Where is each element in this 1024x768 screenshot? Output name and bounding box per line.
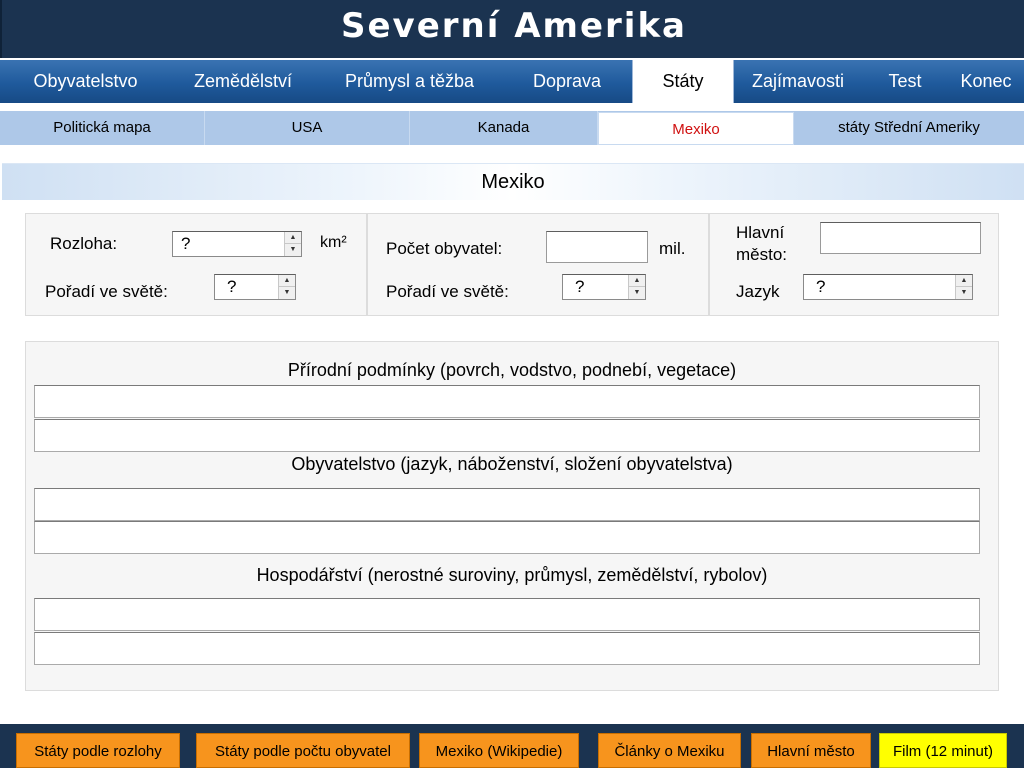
tab-zajimavosti[interactable]: Zajímavosti [751, 71, 845, 91]
area-panel [25, 213, 367, 316]
staty-podle-rozlohy-button[interactable]: Státy podle rozlohy [16, 733, 180, 768]
obyvatelstvo-input-1[interactable] [34, 488, 980, 521]
subtab-kanada[interactable]: Kanada [410, 111, 598, 145]
subtab-staty-stredni-ameriky[interactable]: státy Střední Ameriky [838, 119, 980, 136]
tab-test[interactable]: Test [888, 71, 922, 91]
hospodarstvi-input-2[interactable] [34, 632, 980, 665]
prirodni-podminky-input-1[interactable] [34, 385, 980, 418]
language-value: ? [816, 277, 826, 296]
population-unit: mil. [659, 239, 686, 258]
arrow-down-icon[interactable]: ▼ [289, 246, 297, 253]
topic-title-prirodni-podminky: Přírodní podmínky (povrch, vodstvo, podnebí, vegetace) [287, 360, 737, 380]
mexiko-wikipedie-button[interactable]: Mexiko (Wikipedie) [419, 733, 579, 768]
tab-zemedelstvi[interactable]: Zemědělství [193, 71, 293, 91]
area-rank-spinner[interactable] [214, 274, 296, 300]
area-rank-label: Pořadí ve světě: [45, 282, 168, 301]
content-box [25, 341, 999, 691]
clanky-o-mexiku-button[interactable]: Články o Mexiku [598, 733, 741, 768]
tab-doprava[interactable]: Doprava [532, 71, 602, 91]
arrow-up-icon[interactable]: ▲ [629, 275, 645, 287]
capital-label-line2: město: [736, 245, 788, 264]
area-spinner-arrows[interactable] [284, 232, 301, 256]
subtab-politicka-mapa[interactable]: Politická mapa [0, 111, 205, 145]
film-button[interactable]: Film (12 minut) [879, 733, 1007, 768]
arrow-down-icon[interactable]: ▼ [633, 289, 641, 296]
capital-label-line1: Hlavní [736, 223, 785, 242]
area-value: ? [181, 234, 191, 253]
tab-konec[interactable]: Konec [960, 71, 1012, 91]
arrow-up-icon[interactable]: ▲ [956, 275, 972, 287]
subtab-mexiko[interactable]: Mexiko [598, 112, 794, 145]
capital-panel [709, 213, 999, 316]
population-rank-label: Pořadí ve světě: [386, 282, 509, 301]
subtab-usa[interactable]: USA [205, 111, 410, 145]
arrow-up-icon[interactable]: ▲ [285, 232, 301, 244]
sub-nav [0, 111, 1024, 145]
tab-staty[interactable]: Státy [632, 60, 734, 103]
hospodarstvi-input-1[interactable] [34, 598, 980, 631]
app-header [0, 0, 1024, 58]
population-label: Počet obyvatel: [386, 239, 503, 258]
arrow-down-icon[interactable]: ▼ [960, 289, 968, 296]
arrow-up-icon[interactable]: ▲ [279, 275, 295, 287]
area-unit: km² [320, 234, 347, 251]
area-rank-spinner-arrows[interactable] [278, 275, 295, 299]
tab-prumysl-a-tezba[interactable]: Průmysl a těžba [344, 71, 475, 91]
section-title-bar [2, 163, 1024, 200]
page-title: Severní Amerika [340, 6, 687, 46]
section-title: Mexiko [481, 171, 545, 193]
area-label: Rozloha: [50, 234, 118, 253]
language-spinner[interactable] [803, 274, 973, 300]
topic-title-hospodarstvi: Hospodářství (nerostné suroviny, průmysl, zemědělství, rybolov) [256, 565, 768, 585]
population-rank-value: ? [575, 277, 585, 296]
footer-bar [0, 724, 1024, 768]
population-input[interactable] [546, 231, 648, 263]
arrow-down-icon[interactable]: ▼ [283, 289, 291, 296]
staty-podle-poctu-obyvatel-button[interactable]: Státy podle počtu obyvatel [196, 733, 410, 768]
language-spinner-arrows[interactable] [955, 275, 972, 299]
population-panel [367, 213, 709, 316]
hlavni-mesto-button[interactable]: Hlavní město [751, 733, 871, 768]
capital-label [736, 222, 787, 266]
topic-title-obyvatelstvo: Obyvatelstvo (jazyk, náboženství, složení obyvatelstva) [291, 454, 733, 474]
population-rank-spinner[interactable] [562, 274, 646, 300]
language-label: Jazyk [736, 282, 780, 301]
area-rank-value: ? [227, 277, 237, 296]
obyvatelstvo-input-2[interactable] [34, 521, 980, 554]
area-spinner[interactable] [172, 231, 302, 257]
capital-input[interactable] [820, 222, 981, 254]
tab-obyvatelstvo[interactable]: Obyvatelstvo [33, 71, 138, 91]
main-nav [0, 60, 1024, 103]
population-rank-spinner-arrows[interactable] [628, 275, 645, 299]
prirodni-podminky-input-2[interactable] [34, 419, 980, 452]
